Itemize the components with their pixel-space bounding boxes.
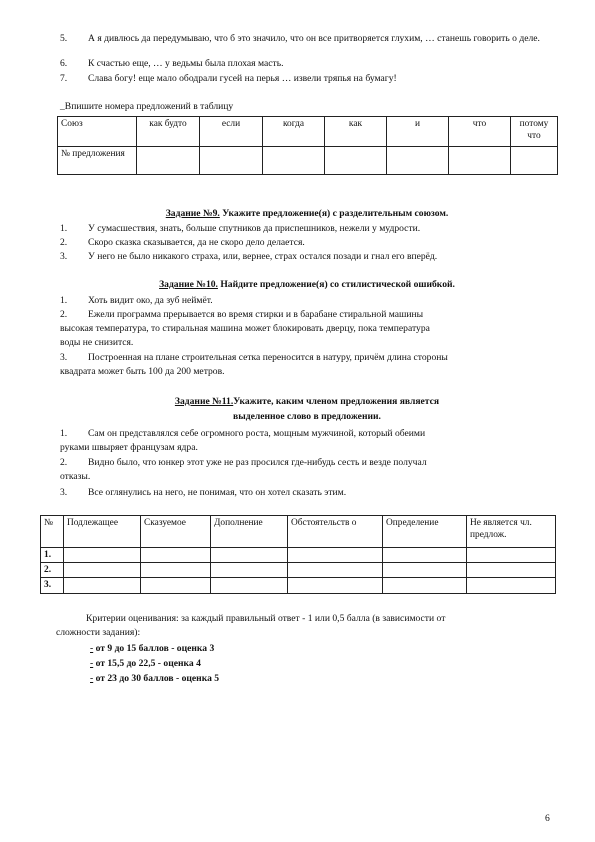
grade-line — [90, 658, 201, 670]
item-number: 2. — [60, 457, 68, 468]
task-heading — [60, 396, 554, 408]
item-number: 3. — [60, 487, 68, 498]
task-title: Укажите, каким членом предложения является — [233, 396, 440, 407]
task-heading — [60, 208, 554, 220]
grade-line — [90, 673, 219, 685]
answer-cell[interactable] — [141, 548, 211, 563]
table-row — [41, 563, 556, 578]
item-continuation: воды не снизится. — [60, 337, 134, 348]
row-label: № предложения — [58, 147, 137, 175]
answer-cell[interactable] — [288, 578, 383, 593]
table-header: Сказуемое — [141, 516, 211, 548]
table-header: когда — [263, 117, 325, 147]
table-row — [41, 578, 556, 593]
item-text: К счастью еще, … у ведьмы была плохая масть. — [88, 58, 284, 69]
criteria-line: Критерии оценивания: за каждый правильный ответ - 1 или 0,5 балла (в зависимости от — [86, 613, 446, 624]
task-title: Найдите предложение(я) со стилистической ошибкой. — [217, 279, 455, 290]
table-header: Подлежащее — [64, 516, 141, 548]
item-number: 6. — [60, 58, 68, 69]
list-item — [60, 352, 554, 364]
grade-dash: - — [90, 643, 94, 654]
list-item — [60, 251, 554, 263]
list-item — [60, 457, 554, 469]
sentence-parts-table — [40, 515, 556, 594]
answer-cell[interactable] — [263, 147, 325, 175]
answer-cell[interactable] — [511, 147, 558, 175]
table-header: и — [387, 117, 449, 147]
table-header: потому что — [511, 117, 558, 147]
criteria-line: сложности задания): — [56, 627, 141, 638]
answer-cell[interactable] — [288, 548, 383, 563]
page-number: 6 — [545, 813, 550, 824]
answer-cell[interactable] — [325, 147, 387, 175]
table-header: если — [200, 117, 263, 147]
item-continuation: отказы. — [60, 471, 91, 482]
answer-cell[interactable] — [467, 548, 556, 563]
task-title: Укажите предложение(я) с разделительным союзом. — [219, 208, 449, 219]
grade-line — [90, 643, 214, 655]
table-header: Не является чл. предлож. — [467, 516, 556, 548]
table-header-row — [41, 516, 556, 548]
table-header: как — [325, 117, 387, 147]
item-number: 3. — [60, 251, 68, 262]
item-number: 1. — [60, 295, 68, 306]
item-text: Видно было, что юнкер этот уже не раз просился где-нибудь сесть и везде получал — [88, 457, 427, 468]
item-number: 7. — [60, 73, 68, 84]
item-text: А я дивлюсь да передумываю, что б это значило, что он все притворяется глухим, … станешь говорить о деле. — [88, 33, 540, 44]
answer-cell[interactable] — [387, 147, 449, 175]
answer-cell[interactable] — [64, 548, 141, 563]
task-heading-line2: выделенное слово в предложении. — [233, 411, 381, 422]
list-item — [60, 428, 554, 440]
list-item — [60, 487, 554, 499]
answer-cell[interactable] — [64, 578, 141, 593]
answer-cell[interactable] — [449, 147, 511, 175]
list-item — [60, 223, 554, 235]
table-row — [41, 548, 556, 563]
answer-cell[interactable] — [141, 563, 211, 578]
answer-cell[interactable] — [211, 563, 288, 578]
row-number: 1. — [41, 548, 64, 563]
instruction: _Впишите номера предложений в таблицу — [60, 101, 234, 112]
item-text: Ежели программа прерывается во время стирки и в барабане стиральной машины — [88, 309, 424, 320]
list-item — [60, 309, 554, 321]
item-text: У сумасшествия, знать, больше спутников да приспешников, нежели у мудрости. — [88, 223, 421, 234]
item-continuation: квадрата может быть 100 да 200 метров. — [60, 366, 225, 377]
table-row — [58, 147, 558, 175]
answer-cell[interactable] — [137, 147, 200, 175]
table-header: что — [449, 117, 511, 147]
conjunction-table — [57, 116, 558, 175]
row-number: 2. — [41, 563, 64, 578]
table-header: как будто — [137, 117, 200, 147]
list-item — [60, 33, 554, 45]
list-item — [60, 237, 554, 249]
item-continuation: руками швыряет французам ядра. — [60, 442, 198, 453]
table-header: Определение — [383, 516, 467, 548]
row-number: 3. — [41, 578, 64, 593]
grade-dash: - — [90, 673, 94, 684]
list-item — [60, 58, 554, 70]
answer-cell[interactable] — [383, 563, 467, 578]
table-header: Союз — [58, 117, 137, 147]
answer-cell[interactable] — [211, 548, 288, 563]
item-text: Построенная на плане строительная сетка переносится в натуру, причём длина стороны — [88, 352, 448, 363]
item-number: 1. — [60, 223, 68, 234]
grade-text: от 15,5 до 22,5 - оценка 4 — [93, 658, 201, 669]
task-heading — [60, 279, 554, 291]
answer-cell[interactable] — [467, 563, 556, 578]
item-number: 2. — [60, 237, 68, 248]
instruction-text: Впишите номера предложений в таблицу — [64, 101, 234, 112]
table-header: Обстоятельств о — [288, 516, 383, 548]
item-continuation: высокая температура, то стиральная машина может блокировать дверцу, пока температура — [60, 323, 430, 334]
grade-dash: - — [90, 658, 94, 669]
item-number: 5. — [60, 33, 68, 44]
table-header: Дополнение — [211, 516, 288, 548]
answer-cell[interactable] — [288, 563, 383, 578]
item-number: 1. — [60, 428, 68, 439]
table-header: № — [41, 516, 64, 548]
item-text: Слава богу! еще мало ободрали гусей на перья … извели тряпья на бумагу! — [88, 73, 397, 84]
grade-text: от 23 до 30 баллов - оценка 5 — [93, 673, 220, 684]
item-text: Скоро сказка сказывается, да не скоро дело делается. — [88, 237, 305, 248]
answer-cell[interactable] — [467, 578, 556, 593]
item-text: У него не было никакого страха, или, вернее, страх остался позади и гнал его вперёд. — [88, 251, 438, 262]
answer-cell[interactable] — [200, 147, 263, 175]
item-text: Сам он представлялся себе огромного роста, мощным мужчиной, который обеими — [88, 428, 426, 439]
answer-cell[interactable] — [383, 578, 467, 593]
table-header-row — [58, 117, 558, 147]
answer-cell[interactable] — [64, 563, 141, 578]
list-item — [60, 295, 554, 307]
item-number: 3. — [60, 352, 68, 363]
task-number: Задание №10. — [159, 279, 218, 290]
answer-cell[interactable] — [141, 578, 211, 593]
answer-cell[interactable] — [383, 548, 467, 563]
task-number: Задание №9. — [165, 208, 220, 219]
item-text: Хоть видит око, да зуб неймёт. — [88, 295, 213, 306]
grade-text: от 9 до 15 баллов - оценка 3 — [93, 643, 215, 654]
list-item — [60, 73, 554, 85]
answer-cell[interactable] — [211, 578, 288, 593]
task-number: Задание №11. — [174, 396, 234, 407]
item-number: 2. — [60, 309, 68, 320]
item-text: Все оглянулись на него, не понимая, что он хотел сказать этим. — [88, 487, 347, 498]
